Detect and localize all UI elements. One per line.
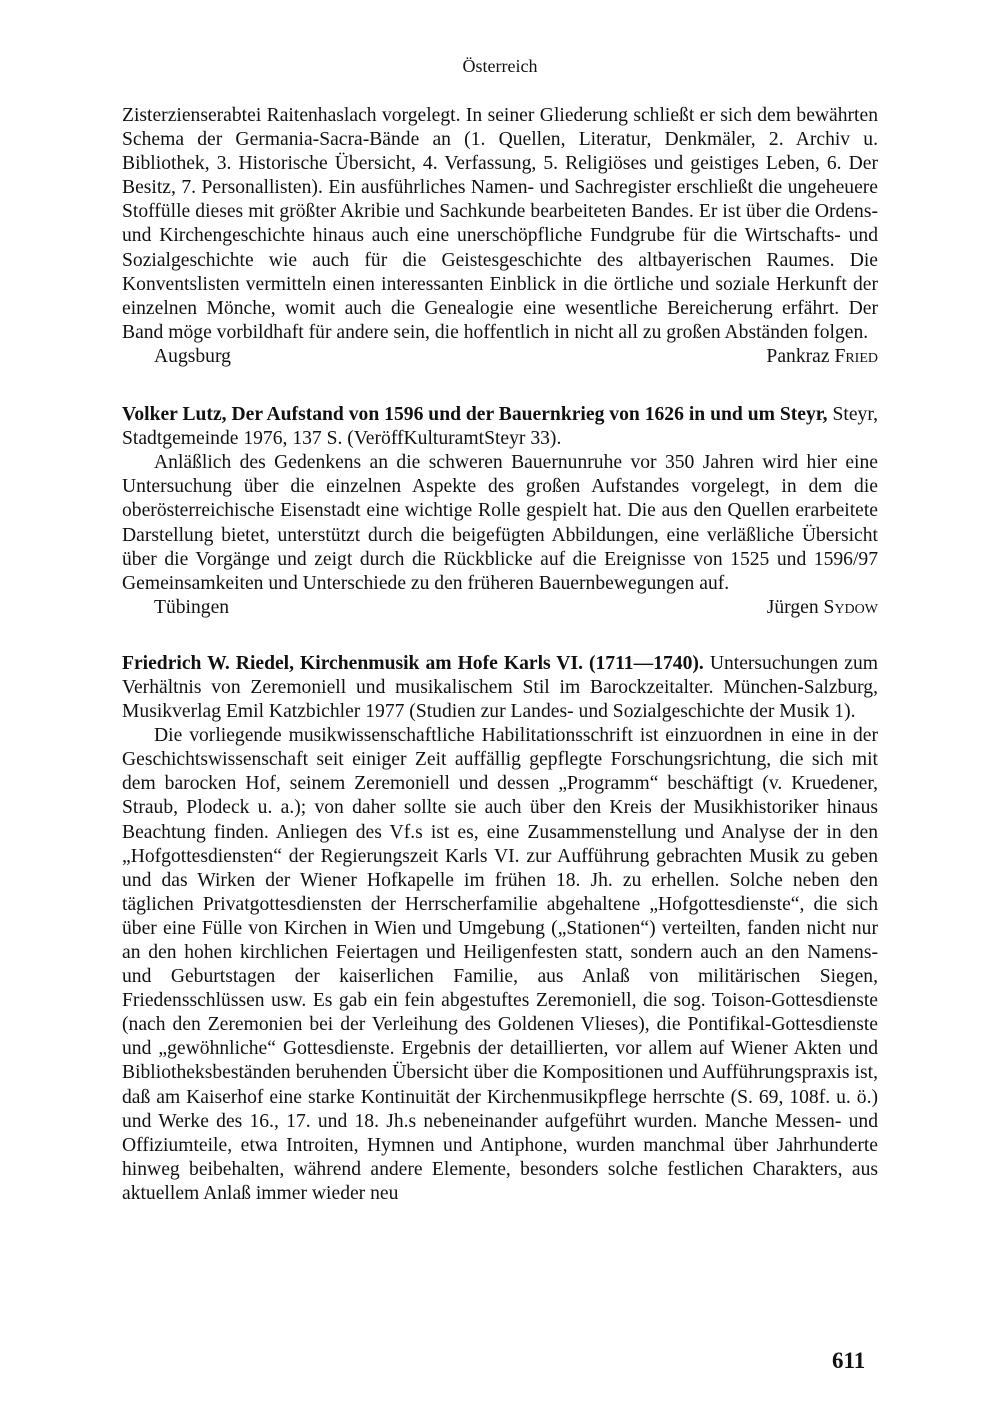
review2-title: Volker Lutz, Der Aufstand von 1596 und der Bauernkrieg von 1626 in und um Steyr, [122, 404, 828, 426]
review1-signature [122, 345, 878, 369]
review2-bibliography: Steyr, Stadtgemeinde 1976, 137 S. (VeröffKulturamtSteyr 33). [122, 404, 878, 450]
page-number: 611 [832, 1348, 866, 1373]
review2-signature [122, 596, 878, 620]
review3-heading [122, 652, 878, 724]
review2-body: Anläßlich des Gedenkens an die schweren Bauernunruhe vor 350 Jahren wird hier eine Untersuchung über die einzelnen Aspekte des großen Aufstandes vorgelegt, in dem die oberösterreichische Eisenstadt eine wichtige Rolle gespielt hat. Die aus den Quellen erarbeitete Darstellung bietet, unterstützt durch die beigefügten Abbildungen, eine verläßliche Übersicht über die Vorgänge und zeigt durch die Rückblicke auf die Ereignisse von 1525 und 1596/97 Gemeinsamkeiten und Unterschiede zu den früheren Bauernbewegungen auf. [122, 452, 878, 594]
review2-heading [122, 403, 878, 451]
review1-reviewer: Pankraz Fried [766, 345, 878, 367]
main-text [122, 104, 878, 1206]
running-head: Österreich [462, 56, 538, 76]
review2-reviewer: Jürgen Sydow [766, 596, 878, 618]
review1-continuation: Zisterzienserabtei Raitenhaslach vorgelegt. In seiner Gliederung schließt er sich dem bewährten Schema der Germania-Sacra-Bände an (1. Quellen, Literatur, Denkmäler, 2. Archiv u. Bibliothek, 3. Historische Übersicht, 4. Verfassung, 5. Religiöses und geistiges Leben, 6. Der Besitz, 7. Personallisten). Ein ausführliches Namen- und Sachregister erschließt die ungeheuere Stoffülle dieses mit größter Akribie und Sachkunde bearbeiteten Bandes. Er ist über die Ordens- und Kirchengeschichte hinaus auch eine unerschöpfliche Fundgrube für die Wirtschafts- und Sozialgeschichte wie auch für die Geistesgeschichte des altbayerischen Raumes. Die Konventslisten vermitteln einen interessanten Einblick in die örtliche und soziale Herkunft der einzelnen Mönche, womit auch die Genealogie eine wesentliche Bereicherung erfährt. Der Band möge vorbildhaft für andere sein, die hoffentlich in nicht all zu großen Abständen folgen. [122, 105, 878, 343]
review2-place: Tübingen [154, 596, 230, 618]
review3-body: Die vorliegende musikwissenschaftliche Habilitationsschrift ist einzuordnen in eine in der Geschichtswissenschaft seit einiger Zeit auffällig gepflegte Forschungsrichtung, die sich mit dem barocken Hof, seinem Zeremoniell und dessen „Programm“ beschäftigt (v. Kruedener, Straub, Plodeck u. a.); von daher sollte sie auch über den Kreis der Musikhistoriker hinaus Beachtung finden. Anliegen des Vf.s ist es, eine Zusammenstellung und Analyse der in den „Hofgottesdiensten“ der Regierungszeit Karls VI. zur Aufführung gebrachten Musik zu geben und das Wirken der Wiener Hofkapelle im frühen 18. Jh. zu erhellen. Solche neben den täglichen Privatgottesdiensten der Herrscherfamilie abgehaltene „Hofgottesdienste“, die sich über eine Fülle von Kirchen in Wien und Umgebung („Stationen“) verteilten, fanden nicht nur an den hohen kirchlichen Feiertagen und Heiligenfesten statt, sondern auch an den Namens- und Geburtstagen der kaiserlichen Familie, aus Anlaß von militärischen Siegen, Friedensschlüssen usw. Es gab ein fein abgestuftes Zeremoniell, die sog. Toison-Gottesdienste (nach den Zeremonien bei der Verleihung des Goldenen Vlieses), die Pontifikal-Gottesdienste und „gewöhnliche“ Gottesdienste. Ergebnis der detaillierten, vor allem auf Wiener Akten und Bibliotheksbeständen beruhenden Übersicht über die Kompositionen und Aufführungspraxis ist, daß am Kaiserhof eine starke Kontinuität der Kirchenmusikpflege herrschte (S. 69, 108f. u. ö.) und Werke des 16., 17. und 18. Jh.s nebeneinander aufgeführt wurden. Manche Messen- und Offiziumteile, etwa Introiten, Hymnen und Antiphone, wurden manchmal über Jahrhunderte hinweg beibehalten, während andere Elemente, besonders solche festlichen Charakters, aus aktuellem Anlaß immer wieder neu [122, 725, 878, 1204]
review3-bibliography: Untersuchungen zum Verhältnis von Zeremoniell und musikalischem Stil im Barockzeitalter. München-Salzburg, Musikverlag Emil Katzbichler 1977 (Studien zur Landes- und Sozialgeschichte der Musik 1). [122, 652, 878, 723]
review1-place: Augsburg [154, 345, 231, 367]
review3-title: Friedrich W. Riedel, Kirchenmusik am Hofe Karls VI. (1711—1740). [122, 652, 704, 674]
